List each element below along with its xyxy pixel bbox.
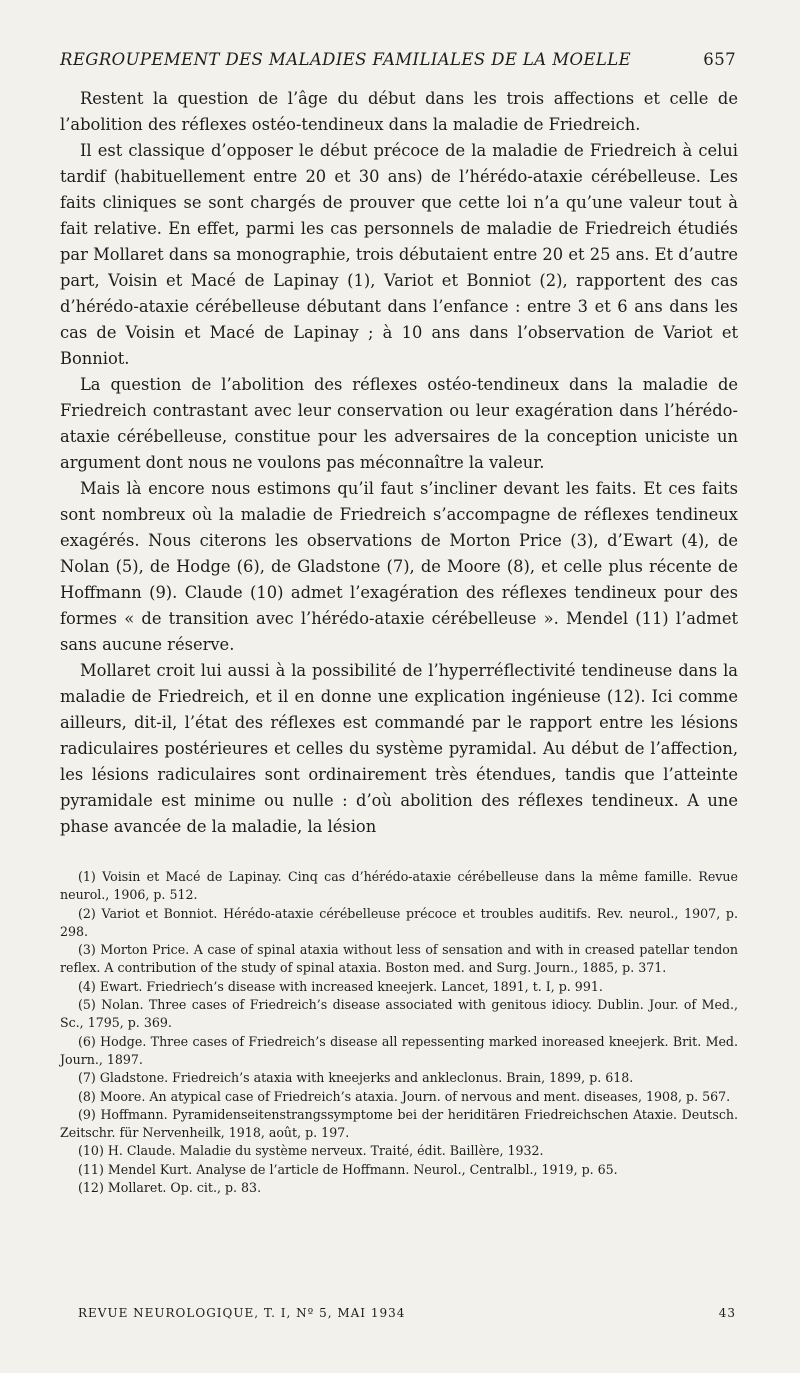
- footnote: (5) Nolan. Three cases of Friedreich’s disease associated with genitous idiocy. Dublin. Jour. of Med., Sc., 1795, p. 369.: [60, 997, 738, 1031]
- footnote: (3) Morton Price. A case of spinal ataxia without less of sensation and with in creased patellar tendon reflex. A contribution of the study of spinal ataxia. Boston med. and Surg. Journ., 1885, p. 371.: [60, 942, 738, 976]
- paragraph: La question de l’abolition des réflexes ostéo-tendineux dans la maladie de Friedreich contrastant avec leur conservation ou leur exagération dans l’hérédo-ataxie cérébelleuse, constitue pour les adversaires de la conception uniciste un argument dont nous ne voulons pas méconnaître la valeur.: [60, 375, 738, 472]
- page-footer: [78, 1306, 736, 1320]
- footnote: (10) H. Claude. Maladie du système nerveux. Traité, édit. Baillère, 1932.: [78, 1143, 544, 1159]
- paragraph: Il est classique d’opposer le début précoce de la maladie de Friedreich à celui tardif (habituellement entre 20 et 30 ans) de l’hérédo-ataxie cérébelleuse. Les faits cliniques se sont chargés de prouver que cette loi n’a qu’une valeur tout à fait relative. En effet, parmi les cas personnels de maladie de Friedreich étudiés par Mollaret dans sa monographie, trois débutaient entre 20 et 25 ans. Et d’autre part, Voisin et Macé de Lapinay (1), Variot et Bonniot (2), rapportent des cas d’hérédo-ataxie cérébelleuse débutant dans l’enfance : entre 3 et 6 ans dans les cas de Voisin et Macé de Lapinay ; à 10 ans dans l’observation de Variot et Bonniot.: [60, 141, 738, 368]
- footnote: (6) Hodge. Three cases of Friedreich’s disease all repessenting marked inoreased kneejerk. Brit. Med. Journ., 1897.: [60, 1033, 738, 1067]
- header-title: REGROUPEMENT DES MALADIES FAMILIALES DE LA MOELLE: [60, 50, 632, 69]
- signature-mark: 43: [718, 1306, 736, 1320]
- footnote: (12) Mollaret. Op. cit., p. 83.: [78, 1180, 262, 1196]
- paragraph: Mollaret croit lui aussi à la possibilité de l’hyperréflectivité tendineuse dans la maladie de Friedreich, et il en donne une explication ingénieuse (12). Ici comme ailleurs, dit-il, l’état des réflexes est commandé par le rapport entre les lésions radiculaires postérieures et celles du système pyramidal. Au début de l’affection, les lésions radiculaires sont ordinairement très étendues, tandis que l’atteinte pyramidale est minime ou nulle : d’où abolition des réflexes tendineux. A une phase avancée de la maladie, la lésion: [60, 661, 738, 836]
- footnote: (9) Hoffmann. Pyramidenseitenstrangssymptome bei der heriditären Friedreichschen Ataxie. Deutsch. Zeitschr. für Nervenheilk, 1918, août, p. 197.: [60, 1106, 738, 1141]
- footnote: (11) Mendel Kurt. Analyse de l’article de Hoffmann. Neurol., Centralbl., 1919, p. 65.: [78, 1161, 618, 1177]
- journal-imprint: REVUE NEUROLOGIQUE, T. I, Nº 5, MAI 1934: [78, 1306, 406, 1320]
- footnotes: [60, 868, 738, 1197]
- paragraph: Restent la question de l’âge du début dans les trois affections et celle de l’abolition des réflexes ostéo-tendineux dans la maladie de Friedreich.: [60, 89, 738, 134]
- footnote: (7) Gladstone. Friedreich’s ataxia with kneejerks and ankleclonus. Brain, 1899, p. 618.: [78, 1070, 634, 1086]
- main-text: [60, 86, 738, 840]
- footnote: (2) Variot et Bonniot. Hérédo-ataxie cérébelleuse précoce et troubles auditifs. Rev. neurol., 1907, p. 298.: [60, 905, 738, 939]
- page-number: 657: [703, 50, 736, 69]
- paragraph: Mais là encore nous estimons qu’il faut s’incliner devant les faits. Et ces faits sont nombreux où la maladie de Friedreich s’accompagne de réflexes tendineux exagérés. Nous citerons les observations de Morton Price (3), d’Ewart (4), de Nolan (5), de Hodge (6), de Gladstone (7), de Moore (8), et celle plus récente de Hoffmann (9). Claude (10) admet l’exagération des réflexes tendineux pour des formes « de transition avec l’hérédo-ataxie cérébelleuse ». Mendel (11) l’admet sans aucune réserve.: [60, 479, 738, 654]
- footnote: (1) Voisin et Macé de Lapinay. Cinq cas d’hérédo-ataxie cérébelleuse dans la même famille. Revue neurol., 1906, p. 512.: [60, 869, 738, 903]
- footnote: (4) Ewart. Friedriech’s disease with increased kneejerk. Lancet, 1891, t. I, p. 991.: [78, 978, 603, 994]
- running-header: [60, 50, 736, 69]
- footnote: (8) Moore. An atypical case of Friedreich’s ataxia. Journ. of nervous and ment. diseases, 1908, p. 567.: [78, 1088, 731, 1104]
